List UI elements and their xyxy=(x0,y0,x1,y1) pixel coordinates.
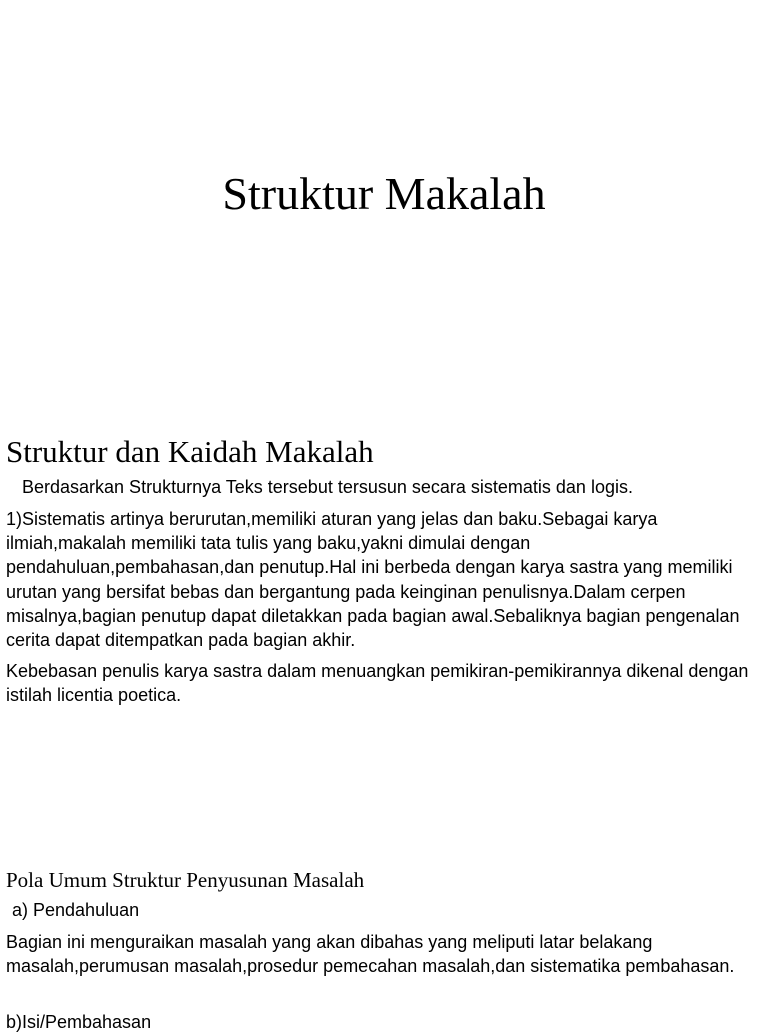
section-heading-struktur-kaidah: Struktur dan Kaidah Makalah xyxy=(6,434,374,469)
licentia-poetica-paragraph: Kebebasan penulis karya sastra dalam menuangkan pemikiran-pemikirannya dikenal dengan istilah licentia poetica. xyxy=(6,661,749,706)
intro-paragraph: Berdasarkan Strukturnya Teks tersebut tersusun secara sistematis dan logis. xyxy=(22,477,633,497)
pendahuluan-paragraph: Bagian ini menguraikan masalah yang akan dibahas yang meliputi latar belakang masalah,perumusan masalah,prosedur pemecahan masalah,dan sistematika pembahasan. xyxy=(6,932,735,977)
list-item-pendahuluan: a) Pendahuluan xyxy=(12,900,140,920)
sistematis-paragraph: 1)Sistematis artinya berurutan,memiliki aturan yang jelas dan baku.Sebagai karya ilmiah,makalah memiliki tata tulis yang baku,yakni dimulai dengan pendahuluan,pembahasan,dan penutup.Hal ini berbeda dengan karya sastra yang memiliki urutan yang bersifat bebas dan bergantung pada keinginan penulisnya.Dalam cerpen misalnya,bagian penutup dapat diletakkan pada bagian awal.Sebaliknya bagian pengenalan cerita dapat ditempatkan pada bagian akhir. xyxy=(6,509,740,651)
section-heading-pola-umum: Pola Umum Struktur Penyusunan Masalah xyxy=(6,868,365,892)
slide-title: Struktur Makalah xyxy=(222,168,546,219)
list-item-isi-pembahasan: b)Isi/Pembahasan xyxy=(6,1012,152,1032)
